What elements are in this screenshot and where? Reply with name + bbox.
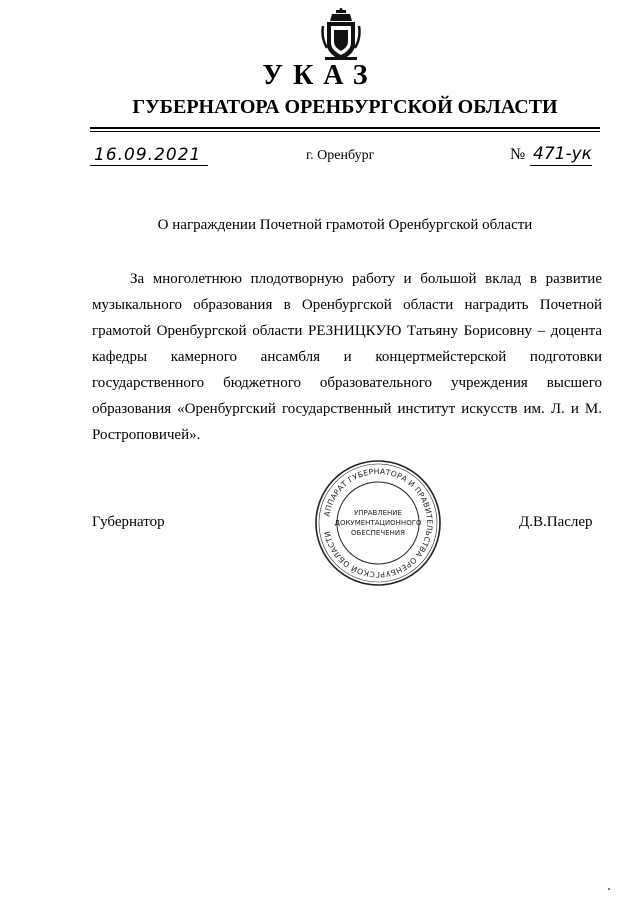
number-field xyxy=(530,143,592,166)
coat-of-arms-icon xyxy=(321,8,361,62)
city-label: г. Оренбург xyxy=(306,148,375,163)
signatory-name: Д.В.Паслер xyxy=(519,514,593,530)
decree-body xyxy=(92,266,602,448)
stamp-ring-text: АППАРАТ ГУБЕРНАТОРА И ПРАВИТЕЛЬСТВА ОРЕНБУРГСКОЙ ОБЛАСТИ xyxy=(322,466,435,580)
stamp-line-3: ОБЕСПЕЧЕНИЯ xyxy=(351,529,405,537)
stamp-line-1: УПРАВЛЕНИЕ xyxy=(354,509,402,517)
scan-speck xyxy=(608,888,610,890)
header-rule-thin xyxy=(90,131,600,132)
number-value: 471-ук xyxy=(533,144,592,164)
number-sign: № xyxy=(510,146,526,163)
date-field xyxy=(90,143,208,166)
date-value: 16.09.2021 xyxy=(94,145,202,165)
signatory-position: Губернатор xyxy=(92,514,165,530)
decree-paragraph: За многолетнюю плодотворную работу и большой вклад в развитие музыкального образования в Оренбургской области наградить Почетной грамотой Оренбургской области РЕЗНИЦКУЮ Татьяну Борисовну – доцента кафедры камерного ансамбля и концертмейстерской подготовки государственного бюджетного образовательного учреждения высшего образования «Оренбургский государственный институт искусств им. Л. и М. Ростроповичей». xyxy=(92,271,602,443)
header-rule xyxy=(90,127,600,129)
document-subtitle: ГУБЕРНАТОРА ОРЕНБУРГСКОЙ ОБЛАСТИ xyxy=(132,96,558,118)
document-title: УКАЗ xyxy=(262,60,378,91)
stamp-line-2: ДОКУМЕНТАЦИОННОГО xyxy=(334,519,422,527)
decree-heading: О награждении Почетной грамотой Оренбургской области xyxy=(157,217,533,233)
official-stamp xyxy=(313,458,443,588)
